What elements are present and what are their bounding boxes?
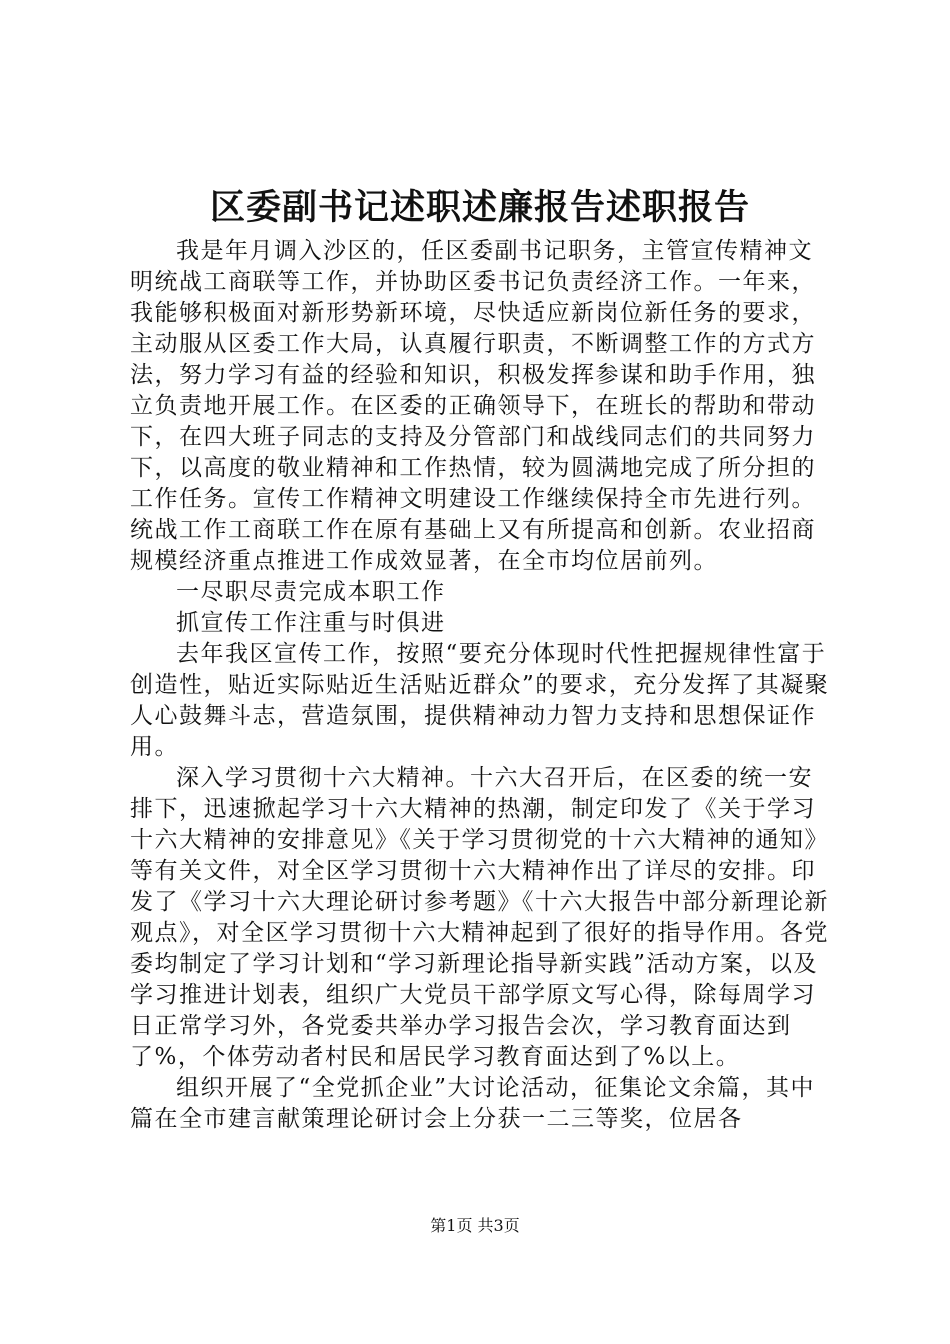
document-title: 区委副书记述职述廉报告述职报告 [209,187,750,228]
subsection-heading-propaganda: 抓宣传工作注重与时俱进 [176,610,446,636]
paragraph-propaganda-work: 去年我区宣传工作，按照“要充分体现时代性把握规律性富于创造性，贴近实际贴近生活贴近群众”的要求，充分发挥了其凝聚人心鼓舞斗志，营造氛围，提供精神动力智力支持和思想保证作用。 [130,641,830,760]
document-body [130,236,830,1135]
section-heading-1: 一尽职尽责完成本职工作 [176,579,446,605]
paragraph-intro: 我是年月调入沙区的，任区委副书记职务，主管宣传精神文明统战工商联等工作，并协助区委书记负责经济工作。一年来，我能够积极面对新形势新环境，尽快适应新岗位新任务的要求，主动服从区委工作大局，认真履行职责，不断调整工作的方式方法，努力学习有益的经验和知识，积极发挥参谋和助手作用，独立负责地开展工作。在区委的正确领导下，在班长的帮助和带动下，在四大班子同志的支持及分管部门和战线同志们的共同努力下，以高度的敬业精神和工作热情，较为圆满地完成了所分担的工作任务。宣传工作精神文明建设工作继续保持全市先进行列。统战工作工商联工作在原有基础上又有所提高和创新。农业招商规模经济重点推进工作成效显著，在全市均位居前列。 [130,238,816,574]
paragraph-enterprise-discussion: 组织开展了“全党抓企业”大讨论活动，征集论文余篇，其中篇在全市建言献策理论研讨会上分获一二三等奖，位居各 [130,1075,816,1132]
page-footer: 第1页 共3页 [430,1216,520,1235]
paragraph-study-sixteenth-congress: 深入学习贯彻十六大精神。十六大召开后，在区委的统一安排下，迅速掀起学习十六大精神的热潮，制定印发了《关于学习十六大精神的安排意见》《关于学习贯彻党的十六大精神的通知》等有关文件，对全区学习贯彻十六大精神作出了详尽的安排。印发了《学习十六大理论研讨参考题》《十六大报告中部分新理论新观点》，对全区学习贯彻十六大精神起到了很好的指导作用。各党委均制定了学习计划和“学习新理论指导新实践”活动方案，以及学习推进计划表，组织广大党员干部学原文写心得，除每周学习日正常学习外，各党委共举办学习报告会次，学习教育面达到了%，个体劳动者村民和居民学习教育面达到了%以上。 [130,765,829,1070]
